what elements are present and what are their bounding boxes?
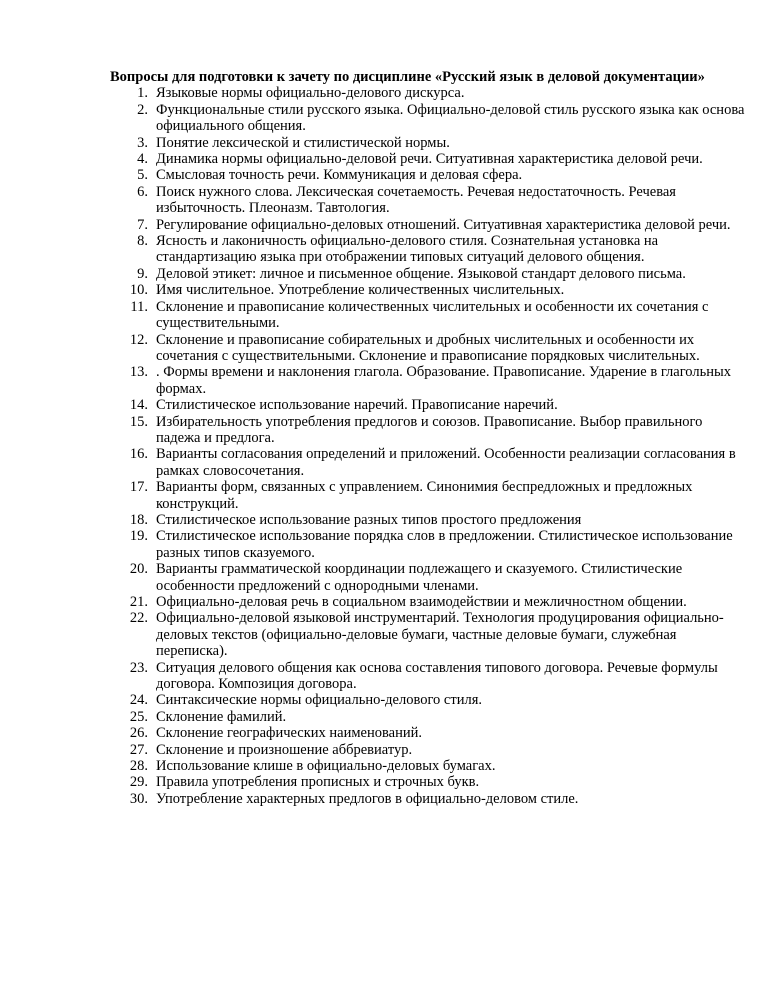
question-number: 9. (137, 265, 148, 282)
question-number: 29. (129, 774, 148, 791)
question-item (110, 233, 750, 266)
document-content (110, 69, 750, 807)
question-item (110, 660, 750, 693)
questions-list (110, 85, 750, 807)
question-number: 20. (129, 561, 148, 578)
question-number: 4. (137, 151, 148, 168)
question-text: Поиск нужного слова. Лексическая сочетаемость. Речевая недостаточность. Речевая избыточность. Плеоназм. Тавтология. (156, 183, 676, 217)
question-item (110, 528, 750, 561)
question-text: Варианты грамматической координации подлежащего и сказуемого. Стилистические особенности предложений с однородными членами. (156, 561, 683, 594)
question-number: 28. (129, 758, 148, 775)
question-text: Склонение и произношение аббревиатур. (156, 741, 413, 758)
question-text: Понятие лексической и стилистической нормы. (156, 134, 450, 151)
question-item (110, 299, 750, 332)
question-number: 30. (129, 790, 148, 807)
question-text: Регулирование официально-деловых отношений. Ситуативная характеристика деловой речи. (156, 216, 731, 233)
question-number: 18. (129, 511, 148, 528)
question-text: Смысловая точность речи. Коммуникация и деловая сфера. (156, 167, 523, 184)
question-item (110, 610, 750, 659)
question-text: Деловой этикет: личное и письменное общение. Языковой стандарт делового письма. (156, 265, 686, 282)
question-text: Динамика нормы официально-деловой речи. Ситуативная характеристика деловой речи. (156, 151, 703, 168)
question-item (110, 85, 750, 101)
question-text: Стилистическое использование порядка слов в предложении. Стилистическое использование разных типов сказуемого. (156, 528, 733, 561)
question-number: 3. (137, 134, 148, 151)
question-text: Варианты форм, связанных с управлением. Синонимия беспредложных и предложных конструкций. (156, 479, 693, 512)
question-number: 6. (137, 183, 148, 200)
question-number: 22. (129, 610, 148, 627)
question-item (110, 102, 750, 135)
question-text: Официально-деловая речь в социальном взаимодействии и межличностном общении. (156, 594, 687, 610)
question-text: Склонение географических наименований. (156, 725, 422, 742)
question-number: 15. (129, 413, 148, 430)
question-item (110, 184, 750, 217)
question-text: Избирательность употребления предлогов и союзов. Правописание. Выбор правильного падежа и предлога. (156, 413, 703, 446)
question-number: 21. (129, 594, 148, 610)
question-number: 19. (129, 528, 148, 545)
question-text: Стилистическое использование разных типов простого предложения (156, 511, 582, 528)
question-text: Использование клише в официально-деловых бумагах. (156, 758, 496, 775)
question-number: 5. (137, 167, 148, 184)
question-number: 23. (129, 659, 148, 676)
question-text: Официально-деловой языковой инструментарий. Технология продуцирования официально-деловых текстов (официально-деловые бумаги, частные деловые бумаги, служебная переписка). (156, 610, 724, 660)
question-text: Ситуация делового общения как основа составления типового договора. Речевые формулы договора. Композиция договора. (156, 659, 718, 693)
question-number: 12. (129, 331, 148, 348)
question-text: Стилистическое использование наречий. Правописание наречий. (156, 397, 558, 414)
question-number: 24. (129, 692, 148, 709)
question-number: 1. (137, 85, 148, 102)
question-text: Употребление характерных предлогов в официально-деловом стиле. (156, 790, 579, 807)
question-text: Языковые нормы официально-делового дискурса. (156, 85, 465, 102)
document-title: Вопросы для подготовки к зачету по дисциплине «Русский язык в деловой документации» (110, 69, 705, 85)
question-number: 7. (137, 216, 148, 233)
question-number: 16. (129, 446, 148, 463)
question-text: Склонение фамилий. (156, 708, 287, 725)
question-item (110, 151, 750, 167)
question-item (110, 414, 750, 447)
question-number: 11. (130, 298, 148, 315)
question-number: 8. (137, 233, 148, 250)
question-item (110, 774, 750, 790)
question-number: 13. (129, 364, 148, 381)
question-item (110, 758, 750, 774)
question-number: 26. (129, 725, 148, 742)
question-number: 17. (129, 479, 148, 496)
question-item (110, 479, 750, 512)
question-text: Склонение и правописание количественных числительных и особенности их сочетания с существительными. (156, 298, 709, 332)
question-item (110, 446, 750, 479)
question-item (110, 282, 750, 298)
question-item (110, 364, 750, 397)
question-item (110, 135, 750, 151)
question-item (110, 725, 750, 741)
question-item (110, 217, 750, 233)
question-item (110, 512, 750, 528)
question-item (110, 709, 750, 725)
question-number: 14. (129, 397, 148, 414)
question-item (110, 791, 750, 807)
question-text: Склонение и правописание собирательных и дробных числительных и особенности их сочетания с существительными. Склонение и правописание порядковых числительных. (156, 331, 700, 364)
question-text: Синтаксические нормы официально-делового стиля. (156, 692, 482, 709)
question-item (110, 397, 750, 413)
question-item (110, 742, 750, 758)
question-text: Имя числительное. Употребление количественных числительных. (156, 282, 565, 299)
question-text: Функциональные стили русского языка. Официально-деловой стиль русского языка как основа официального общения. (156, 101, 745, 135)
question-text: . Формы времени и наклонения глагола. Образование. Правописание. Ударение в глагольных формах. (156, 364, 731, 397)
question-item (110, 266, 750, 282)
question-number: 27. (129, 741, 148, 758)
question-item (110, 692, 750, 708)
question-number: 25. (129, 708, 148, 725)
question-number: 2. (137, 101, 148, 118)
question-text: Правила употребления прописных и строчных букв. (156, 774, 480, 791)
question-item (110, 332, 750, 365)
question-text: Ясность и лаконичность официально-делового стиля. Сознательная установка на стандартизацию языка при отображении типовых ситуаций делового общения. (156, 233, 659, 266)
question-item (110, 561, 750, 594)
question-item (110, 594, 750, 610)
question-text: Варианты согласования определений и приложений. Особенности реализации согласования в рамках словосочетания. (156, 446, 736, 479)
question-number: 10. (129, 282, 148, 299)
question-item (110, 167, 750, 183)
